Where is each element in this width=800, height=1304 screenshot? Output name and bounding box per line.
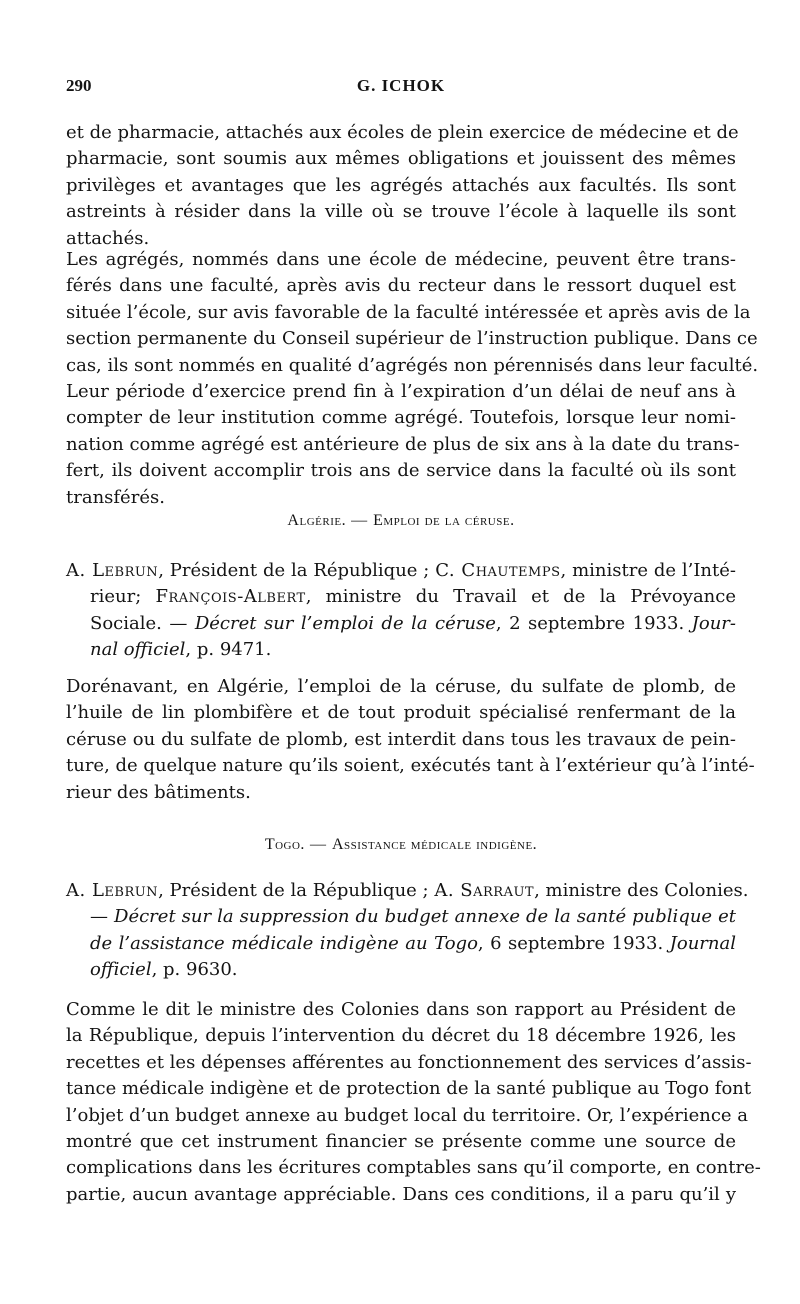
paragraph-line: montré que cet instrument financier se présente comme une source de xyxy=(66,1130,736,1152)
citation-text: rieur; xyxy=(90,586,156,608)
paragraph-line: la République, depuis l’intervention du décret du 18 décembre 1926, les xyxy=(66,1025,736,1047)
citation-journal: Journal xyxy=(669,932,736,954)
page-header xyxy=(66,76,736,102)
citation-text: , Président de la République ; xyxy=(158,560,436,581)
citation-text: , ministre des Colonies. xyxy=(534,880,749,901)
paragraph-line: l’objet d’un budget annexe au budget local du territoire. Or, l’expérience a xyxy=(66,1104,749,1126)
paragraph-line: rieur des bâtiments. xyxy=(66,781,251,803)
page-number: 290 xyxy=(66,76,92,95)
citation-journal: Jour- xyxy=(691,612,736,634)
paragraph-line: compter de leur institution comme agrégé. Toutefois, lorsque leur nomi- xyxy=(66,407,736,429)
citation-author: C. Chautemps xyxy=(435,560,561,581)
paragraph-line: ture, de quelque nature qu’ils soient, exécutés tant à l’extérieur qu’à l’inté- xyxy=(66,755,755,777)
paragraph-line: pharmacie, sont soumis aux mêmes obligations et jouissent des mêmes xyxy=(66,148,736,170)
citation-line xyxy=(66,558,736,584)
citation-journal: officiel xyxy=(90,959,152,981)
citation-text: , 6 septembre 1933. xyxy=(477,932,670,954)
paragraph-line: transférés. xyxy=(66,486,165,508)
section-heading-place: Algérie. xyxy=(287,512,347,529)
paragraph-agreges xyxy=(66,247,759,511)
paragraph-line: et de pharmacie, attachés aux écoles de plein exercice de médecine et de xyxy=(66,122,739,143)
citation-line xyxy=(66,957,736,983)
citation-line xyxy=(66,931,736,957)
citation-line xyxy=(66,878,749,904)
citation-author: A. Sarraut xyxy=(434,880,535,901)
citation-author: A. Lebrun xyxy=(66,880,159,901)
paragraph-line: Leur période d’exercice prend fin à l’expiration d’un délai de neuf ans à xyxy=(66,380,736,402)
citation-title: Décret sur l’emploi de la céruse xyxy=(194,612,496,634)
paragraph-line: céruse ou du sulfate de plomb, est interdit dans tous les travaux de pein- xyxy=(66,728,736,750)
citation-text: , 2 septembre 1933. xyxy=(495,612,692,634)
paragraph-line: Comme le dit le ministre des Colonies dans son rapport au Président de xyxy=(66,999,736,1020)
paragraph-ceruse xyxy=(66,674,755,806)
citation-text: Sociale. — xyxy=(90,612,195,634)
paragraph-line: partie, aucun avantage appréciable. Dans ces conditions, il a paru qu’il y xyxy=(66,1183,736,1205)
citation-title: de l’assistance médicale indigène au Togo xyxy=(90,932,478,954)
citation-text: , ministre du Travail et de la Prévoyance xyxy=(305,586,736,608)
citation-line xyxy=(66,904,736,930)
paragraph-line: Dorénavant, en Algérie, l’emploi de la céruse, du sulfate de plomb, de xyxy=(66,676,736,697)
section-heading-dash: — xyxy=(304,836,332,853)
citation-title: Décret sur la suppression du budget annexe de la santé publique et xyxy=(114,906,736,928)
citation-decree-ceruse xyxy=(66,558,736,664)
paragraph-line: complications dans les écritures comptables sans qu’il comporte, en contre- xyxy=(66,1157,761,1179)
paragraph-togo xyxy=(66,997,761,1208)
paragraph-line: située l’école, sur avis favorable de la faculté intéressée et après avis de la xyxy=(66,301,751,323)
citation-line xyxy=(66,637,736,663)
section-heading-subject: Assistance médicale indigène. xyxy=(331,836,538,853)
paragraph-line: fert, ils doivent accomplir trois ans de service dans la faculté où ils sont xyxy=(66,460,736,482)
citation-text: , p. 9630. xyxy=(151,959,238,981)
running-head: G. ICHOK xyxy=(356,76,446,95)
paragraph-line: astreints à résider dans la ville où se trouve l’école à laquelle ils sont xyxy=(66,201,736,223)
paragraph-line: section permanente du Conseil supérieur de l’instruction publique. Dans ce xyxy=(66,328,758,350)
section-heading-dash: — xyxy=(346,512,374,529)
citation-text: , Président de la République ; xyxy=(158,880,435,901)
paragraph-line: l’huile de lin plombifère et de tout produit spécialisé renfermant de la xyxy=(66,702,736,724)
citation-author: A. Lebrun xyxy=(66,560,159,581)
paragraph-line: nation comme agrégé est antérieure de plus de six ans à la date du trans- xyxy=(66,433,740,455)
citation-text: , p. 9471. xyxy=(185,639,272,661)
paragraph-continuation xyxy=(66,120,739,252)
citation-text: — xyxy=(90,906,115,928)
citation-decree-togo xyxy=(66,878,749,984)
section-heading-togo xyxy=(66,834,736,856)
paragraph-line: cas, ils sont nommés en qualité d’agrégés non pérennisés dans leur faculté. xyxy=(66,354,759,376)
paragraph-line: férés dans une faculté, après avis du recteur dans le ressort duquel est xyxy=(66,275,736,297)
citation-line xyxy=(66,611,736,637)
section-heading-algerie xyxy=(66,510,736,532)
paragraph-line: attachés. xyxy=(66,227,150,249)
section-heading-subject: Emploi de la céruse. xyxy=(373,512,515,529)
paragraph-line: privilèges et avantages que les agrégés attachés aux facultés. Ils sont xyxy=(66,174,736,196)
citation-author: François-Albert xyxy=(155,586,306,608)
paragraph-line: tance médicale indigène et de protection de la santé publique au Togo font xyxy=(66,1078,752,1100)
section-heading-place: Togo. xyxy=(264,836,305,853)
citation-journal: nal officiel xyxy=(90,639,186,661)
paragraph-line: Les agrégés, nommés dans une école de médecine, peuvent être trans- xyxy=(66,249,736,270)
citation-line xyxy=(66,584,736,610)
citation-text: , ministre de l’Inté- xyxy=(560,560,736,581)
paragraph-line: recettes et les dépenses afférentes au fonctionnement des services d’assis- xyxy=(66,1051,752,1073)
